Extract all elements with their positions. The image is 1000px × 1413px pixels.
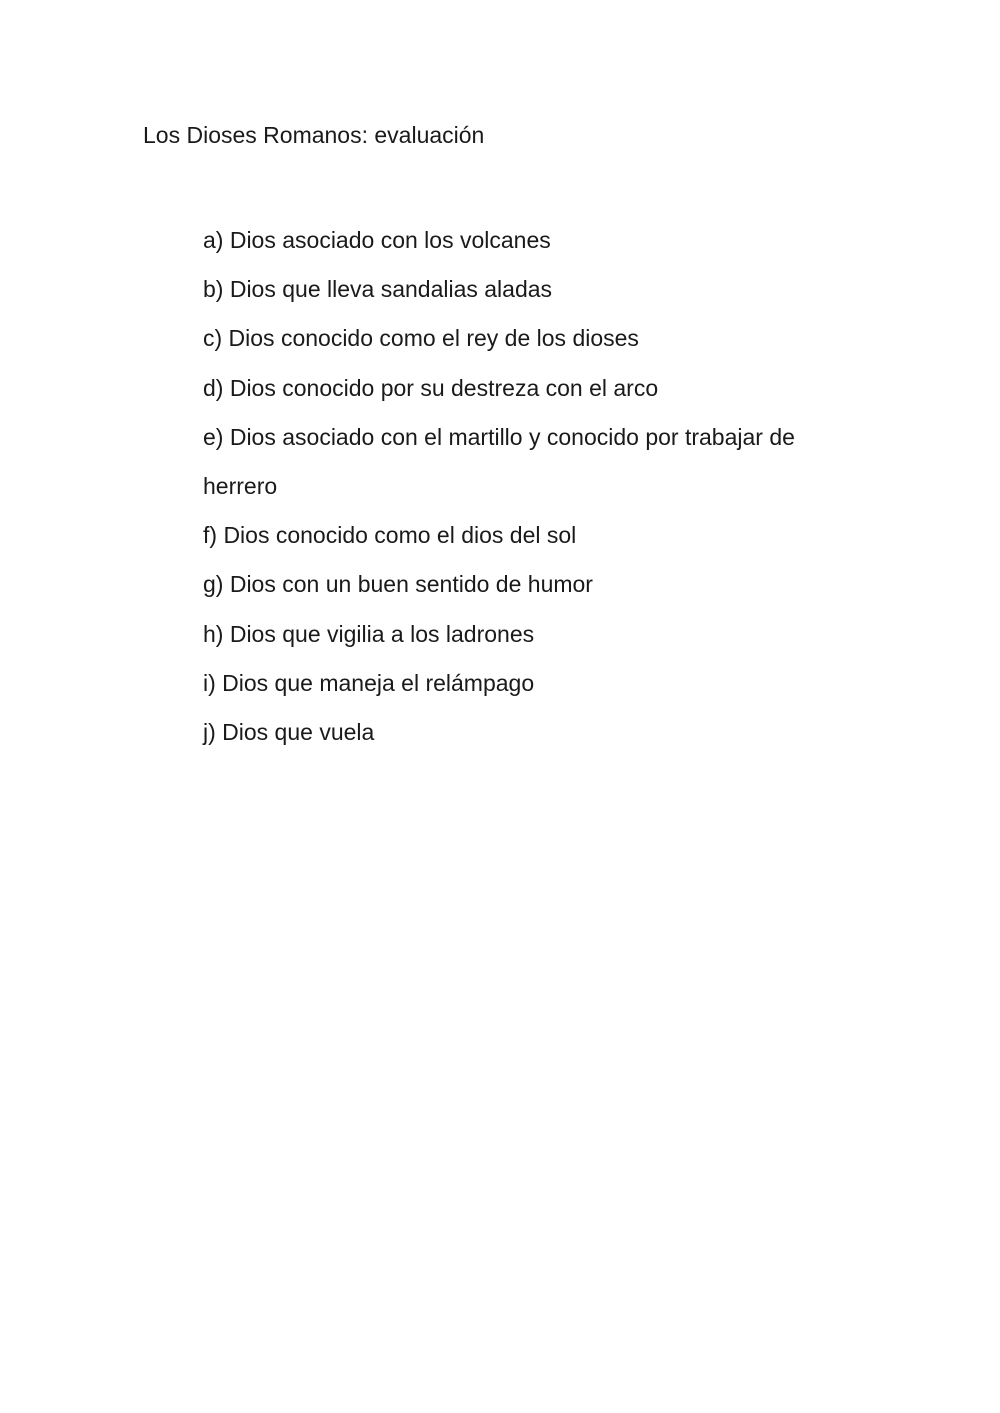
document-title: Los Dioses Romanos: evaluación: [143, 122, 485, 148]
question-item-e: e) Dios asociado con el martillo y conocido por trabajar de herrero: [203, 423, 795, 500]
question-item-c: c) Dios conocido como el rey de los dioses: [203, 325, 639, 352]
question-list: [203, 216, 863, 757]
question-item-i: i) Dios que maneja el relámpago: [203, 669, 535, 696]
question-item-g: g) Dios con un buen sentido de humor: [203, 571, 593, 598]
question-item-f: f) Dios conocido como el dios del sol: [203, 522, 577, 549]
question-item-h: h) Dios que vigilia a los ladrones: [203, 620, 535, 647]
question-item-a: a) Dios asociado con los volcanes: [203, 227, 551, 253]
question-item-b: b) Dios que lleva sandalias aladas: [203, 276, 553, 303]
question-item-j: j) Dios que vuela: [203, 719, 375, 746]
question-item-d: d) Dios conocido por su destreza con el arco: [203, 374, 659, 401]
